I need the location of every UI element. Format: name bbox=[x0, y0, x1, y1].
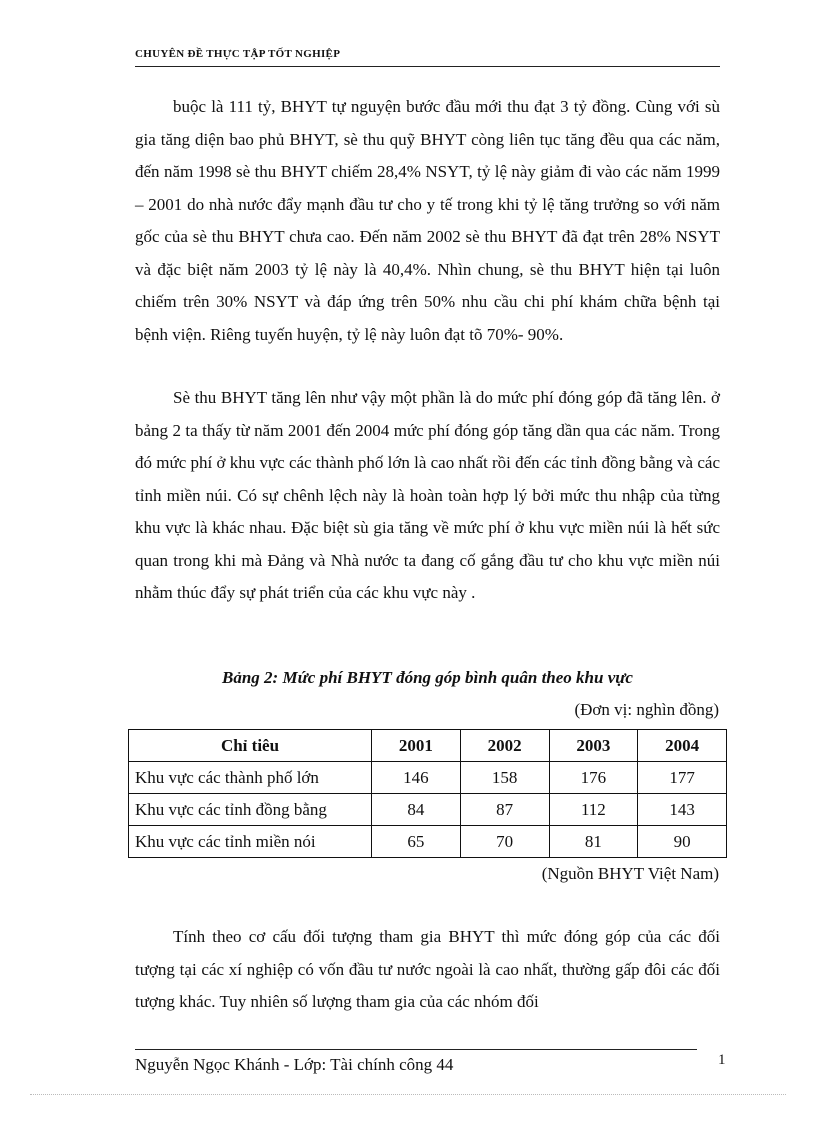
paragraph-1 bbox=[135, 91, 720, 351]
cell-value: 158 bbox=[460, 762, 549, 794]
row-label: Khu vực các tỉnh đồng bằng bbox=[129, 794, 372, 826]
paragraph-text: buộc là 111 tỷ, BHYT tự nguyện bước đầu mới thu đạt 3 tỷ đồng. Cùng với sù gia tăng diện bao phủ BHYT, sè thu quỹ BHYT còng liên tục tăng đều qua các năm, đến năm 1998 sè thu BHYT chiếm 28,4% NSYT, tỷ lệ này giảm đi vào các năm 1999 – 2001 do nhà nước đẩy mạnh đầu tư cho y tế trong khi tỷ lệ tăng trưởng so với năm gốc của sè thu BHYT chưa cao. Đến năm 2002 sè thu BHYT đã đạt trên 28% NSYT và đặc biệt năm 2003 tỷ lệ này là 40,4%. Nhìn chung, sè thu BHYT hiện tại luôn chiếm trên 30% NSYT và đáp ứng trên 50% nhu cầu chi phí khám chữa bệnh tại bệnh viện. Riêng tuyến huyện, tỷ lệ này luôn đạt tõ 70%- 90%. bbox=[135, 97, 720, 344]
header-year: 2004 bbox=[638, 730, 727, 762]
page-header-title: CHUYÊN ĐỀ THỰC TẬP TỐT NGHIỆP bbox=[135, 48, 341, 60]
cell-value: 87 bbox=[460, 794, 549, 826]
paragraph-3 bbox=[135, 921, 720, 1019]
table-row bbox=[129, 794, 727, 826]
table-caption: Bảng 2: Mức phí BHYT đóng góp bình quân theo khu vực bbox=[222, 668, 633, 687]
row-label: Khu vực các tỉnh miền nói bbox=[129, 826, 372, 858]
paragraph-2 bbox=[135, 382, 720, 610]
cell-value: 65 bbox=[372, 826, 461, 858]
footer-author: Nguyễn Ngọc Khánh - Lớp: Tài chính công 44 bbox=[135, 1055, 454, 1074]
cell-value: 81 bbox=[549, 826, 638, 858]
table-row bbox=[129, 762, 727, 794]
cell-value: 146 bbox=[372, 762, 461, 794]
cell-value: 177 bbox=[638, 762, 727, 794]
header-indicator: Chỉ tiêu bbox=[129, 730, 372, 762]
cell-value: 70 bbox=[460, 826, 549, 858]
table-header-row bbox=[129, 730, 727, 762]
footer-divider bbox=[135, 1049, 697, 1050]
header-divider bbox=[135, 66, 720, 67]
cell-value: 112 bbox=[549, 794, 638, 826]
page-number: 1 bbox=[718, 1052, 726, 1068]
header-year: 2002 bbox=[460, 730, 549, 762]
cell-value: 84 bbox=[372, 794, 461, 826]
header-year: 2003 bbox=[549, 730, 638, 762]
cell-value: 90 bbox=[638, 826, 727, 858]
cell-value: 143 bbox=[638, 794, 727, 826]
paragraph-text: Tính theo cơ cấu đối tượng tham gia BHYT thì mức đóng góp của các đối tượng tại các xí nghiệp có vốn đầu tư nước ngoài là cao nhất, thường gấp đôi các đối tượng khác. Tuy nhiên số lượng tham gia của các nhóm đối bbox=[135, 927, 720, 1011]
table-row bbox=[129, 826, 727, 858]
page-bottom-border bbox=[30, 1094, 786, 1095]
fee-table bbox=[128, 729, 727, 858]
row-label: Khu vực các thành phố lớn bbox=[129, 762, 372, 794]
table-unit: (Đơn vị: nghìn đồng) bbox=[574, 700, 719, 719]
header-year: 2001 bbox=[372, 730, 461, 762]
cell-value: 176 bbox=[549, 762, 638, 794]
paragraph-text: Sè thu BHYT tăng lên như vậy một phần là do mức phí đóng góp đã tăng lên. ở bảng 2 ta thấy từ năm 2001 đến 2004 mức phí đóng góp tăng dần qua các năm. Trong đó mức phí ở khu vực các thành phố lớn là cao nhất rồi đến các tỉnh đồng bằng và các tỉnh miền núi. Có sự chênh lệch này là hoàn toàn hợp lý bởi mức thu nhập của từng khu vực là khác nhau. Đặc biệt sù gia tăng về mức phí ở khu vực miền núi là hết sức quan trong khi mà Đảng và Nhà nước ta đang cố gắng đầu tư cho khu vực miền núi nhằm thúc đẩy sự phát triển của các khu vực này . bbox=[135, 388, 720, 602]
table-source: (Nguồn BHYT Việt Nam) bbox=[541, 864, 719, 883]
